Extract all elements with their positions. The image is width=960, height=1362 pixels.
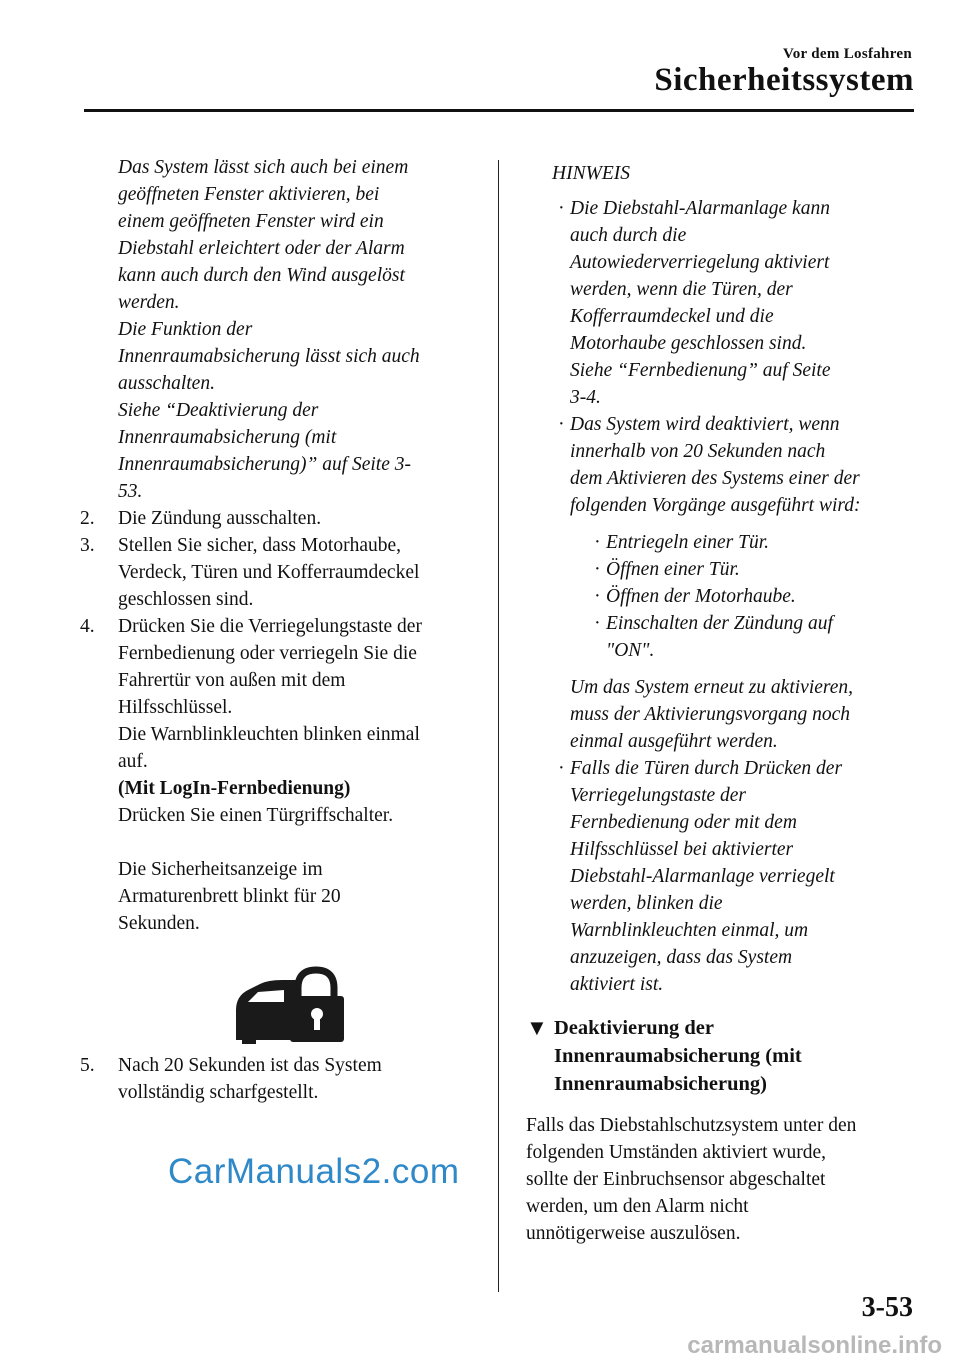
text-line: Einschalten der Zündung auf (606, 613, 833, 634)
watermark: CarManuals2.com (168, 1152, 460, 1191)
text-line: folgenden Vorgänge ausgeführt wird: (570, 495, 861, 516)
text-line: sollte der Einbruchsensor abgeschaltet (526, 1169, 826, 1190)
text-line: werden. (118, 292, 180, 313)
text-line: Kofferraumdeckel und die (570, 306, 774, 327)
text-line: unnötigerweise auszulösen. (526, 1223, 741, 1244)
text-line: Um das System erneut zu aktivieren, (570, 677, 854, 698)
sub-bullet (588, 529, 926, 556)
step-text: Die Zündung ausschalten. (118, 508, 322, 529)
text-line: Öffnen einer Tür. (606, 559, 740, 580)
text-line: werden, um den Alarm nicht (526, 1196, 749, 1217)
text-line: einmal ausgeführt werden. (570, 731, 778, 752)
step-text (118, 532, 480, 613)
text-line: Öffnen der Motorhaube. (606, 586, 796, 607)
heading-line: Innenraumabsicherung (mit (554, 1045, 802, 1067)
note-bullet (552, 195, 926, 411)
text-line: Hilfsschlüssel. (118, 697, 233, 718)
text-line: Die Warnblinkleuchten blinken einmal (118, 724, 420, 745)
chapter-label: Vor dem Losfahren (782, 46, 912, 62)
text-line: Nach 20 Sekunden ist das System (118, 1055, 382, 1076)
text-line: 53. (118, 481, 143, 502)
text-line: aktiviert ist. (570, 974, 664, 995)
step-3 (80, 532, 480, 613)
step-number: 3. (80, 535, 95, 556)
page-number: 3-53 (861, 1292, 913, 1323)
text-line: Die Sicherheitsanzeige im (118, 859, 323, 880)
left-column-bottom (80, 1052, 480, 1106)
triangle-marker-icon: ▼ (526, 1015, 548, 1040)
heading-line: Deaktivierung der (554, 1017, 714, 1039)
step-number: 5. (80, 1055, 95, 1076)
text-line: Fernbedienung oder mit dem (570, 812, 797, 833)
text-line: Verdeck, Türen und Kofferraumdeckel (118, 562, 420, 583)
text-line: Autowiederverriegelung aktiviert (570, 252, 830, 273)
text-line: Verriegelungstaste der (570, 785, 747, 806)
text-line: Fahrertür von außen mit dem (118, 670, 346, 691)
text-line: Fernbedienung oder verriegeln Sie die (118, 643, 417, 664)
bullet-dot: · (558, 758, 564, 779)
text-line: ausschalten. (118, 373, 215, 394)
text-line: geöffneten Fenster aktivieren, bei (118, 184, 380, 205)
text-line: Das System lässt sich auch bei einem (118, 157, 409, 178)
section-body (526, 1112, 926, 1247)
note-heading: HINWEIS (552, 163, 630, 184)
text-line: auch durch die (570, 225, 687, 246)
reactivate-note (552, 674, 926, 755)
text-line: auf. (118, 751, 148, 772)
text-line: Stellen Sie sicher, dass Motorhaube, (118, 535, 401, 556)
text-line: Diebstahl erleichtert oder der Alarm (118, 238, 405, 259)
sub-bullet-list (552, 529, 926, 664)
step-number: 4. (80, 616, 95, 637)
text-line: werden, wenn die Türen, der (570, 279, 793, 300)
security-indicator-lock-icon (234, 966, 346, 1044)
bullet-dot: · (594, 613, 600, 634)
header-rule (84, 109, 914, 112)
text-line: "ON". (606, 640, 655, 661)
note-bullet (552, 755, 926, 998)
login-text: Drücken Sie einen Türgriffschalter. (118, 805, 394, 826)
text-line: werden, blinken die (570, 893, 723, 914)
text-line: Innenraumabsicherung (mit (118, 427, 337, 448)
step-number: 2. (80, 508, 95, 529)
text-line: 3-4. (570, 387, 601, 408)
text-line: vollständig scharfgestellt. (118, 1082, 319, 1103)
text-line: Die Diebstahl-Alarmanlage kann (570, 198, 830, 219)
bullet-dot: · (594, 532, 600, 553)
text-line: Falls das Diebstahlschutzsystem unter den (526, 1115, 857, 1136)
site-watermark: carmanualsonline.info (687, 1332, 942, 1359)
text-line: innerhalb von 20 Sekunden nach (570, 441, 826, 462)
text-line: Warnblinkleuchten einmal, um (570, 920, 809, 941)
text-line: Siehe “Deaktivierung der (118, 400, 319, 421)
step-text (118, 1052, 480, 1106)
text-line: Falls die Türen durch Drücken der (570, 758, 843, 779)
sub-bullet (588, 610, 926, 664)
intro-note (80, 154, 480, 505)
step-text (118, 613, 480, 937)
text-line: Innenraumabsicherung lässt sich auch (118, 346, 420, 367)
step-5 (80, 1052, 480, 1106)
bullet-dot: · (594, 586, 600, 607)
text-line: muss der Aktivierungsvorgang noch (570, 704, 851, 725)
note-bullet (552, 411, 926, 519)
login-heading: (Mit LogIn-Fernbedienung) (118, 778, 351, 799)
text-line: Die Funktion der (118, 319, 253, 340)
text-line: Drücken Sie die Verriegelungstaste der (118, 616, 422, 637)
step-4 (80, 613, 480, 937)
bullet-dot: · (558, 414, 564, 435)
text-line: anzuzeigen, dass das System (570, 947, 793, 968)
text-line: folgenden Umständen aktiviert wurde, (526, 1142, 826, 1163)
text-line: Innenraumabsicherung)” auf Seite 3- (118, 454, 411, 475)
heading-line: Innenraumabsicherung) (554, 1073, 768, 1095)
step-2 (80, 505, 480, 532)
text-line: Diebstahl-Alarmanlage verriegelt (570, 866, 835, 887)
sub-bullet (588, 583, 926, 610)
text-line: Das System wird deaktiviert, wenn (570, 414, 840, 435)
sub-bullet (588, 556, 926, 583)
text-line: Hilfsschlüssel bei aktivierter (570, 839, 794, 860)
left-column (80, 154, 480, 937)
bullet-dot: · (594, 559, 600, 580)
text-line: Armaturenbrett blinkt für 20 (118, 886, 341, 907)
bullet-dot: · (558, 198, 564, 219)
text-line: Entriegeln einer Tür. (606, 532, 770, 553)
text-line: dem Aktivieren des Systems einer der (570, 468, 860, 489)
section-title: Sicherheitssystem (654, 62, 914, 98)
text-line: kann auch durch den Wind ausgelöst (118, 265, 405, 286)
column-divider (498, 160, 499, 1292)
text-line: Motorhaube geschlossen sind. (570, 333, 807, 354)
section-heading (526, 1014, 926, 1098)
text-line: geschlossen sind. (118, 589, 254, 610)
text-line: Siehe “Fernbedienung” auf Seite (570, 360, 831, 381)
note-body (526, 195, 926, 998)
text-line: einem geöffneten Fenster wird ein (118, 211, 384, 232)
right-column (526, 160, 926, 1247)
text-line: Sekunden. (118, 913, 200, 934)
